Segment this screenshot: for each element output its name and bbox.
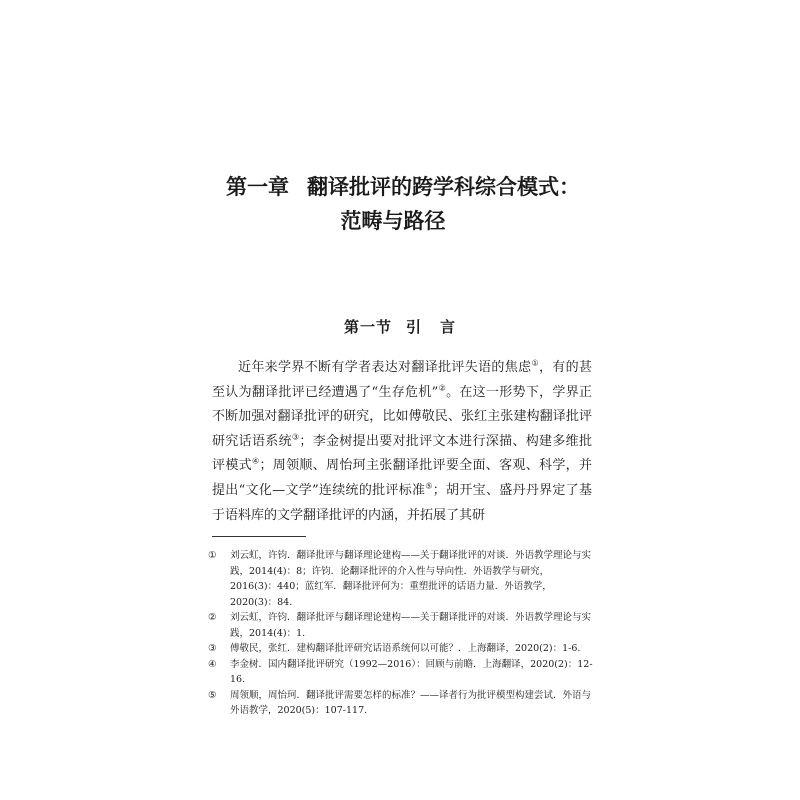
body-segment: ；李金树提出要对批评文本进行深描、构建多维批评模式 (212, 433, 592, 474)
body-segment: ；胡开宝、盛丹丹界定了基于语料库的文学翻译批评的内涵，并拓展了其研 (212, 482, 592, 523)
body-paragraph (212, 356, 592, 528)
footnote-item (208, 548, 594, 610)
body-text (212, 356, 592, 528)
chapter-title-line2: 范畴与路径 (340, 208, 446, 233)
footnote-mark: ④ (208, 658, 217, 670)
chapter-number: 第一章 (226, 174, 289, 199)
footnote-text: 刘云虹，许钧．翻译批评与翻译理论建构——关于翻译批评的对谈．外语教学理论与实践，2014(4)：8；许钧．论翻译批评的介入性与导向性．外语教学与研究，2016(3)：440；蓝红军．翻译批评何为：重塑批评的话语力量．外语教学，2020(3)：84. (230, 550, 592, 608)
footnote-mark: ③ (208, 643, 217, 654)
section-title (0, 316, 800, 337)
footnote-divider (212, 536, 306, 537)
footnote-text: 刘云虹，许钧．翻译批评与翻译理论建构——关于翻译批评的对谈．外语教学理论与实践，2014(4)：1. (230, 612, 592, 639)
footnote-ref-2[interactable]: ② (438, 383, 447, 393)
body-segment: 近年来学界不断有学者表达对翻译批评失语的焦虑 (238, 360, 532, 375)
footnote-ref-1[interactable]: ① (531, 358, 539, 368)
footnote-item (208, 688, 594, 719)
footnote-ref-5[interactable]: ⑤ (425, 481, 433, 491)
footnote-text: 李金树．国内翻译批评研究（1992—2016）：回顾与前瞻．上海翻译，2020(2)：12-16. (230, 658, 593, 685)
footnote-mark: ① (208, 550, 217, 561)
footnote-item (208, 610, 594, 641)
footnote-mark: ② (208, 612, 217, 623)
chapter-title-line1 (0, 170, 800, 204)
body-segment: 。在这一形势下，学界正不断加强对翻译批评的研究，比如傅敬民、张红主张建构翻译批评研究话语系统 (212, 384, 592, 449)
footnote-text: 傅敬民，张红．建构翻译批评研究话语系统何以可能？．上海翻译，2020(2)：1-6. (230, 643, 581, 654)
footnote-item (208, 641, 594, 657)
footnote-item (208, 657, 594, 688)
footnotes (208, 548, 594, 719)
footnote-ref-4[interactable]: ④ (251, 457, 260, 467)
body-segment: ；周领顺、周怡珂主张翻译批评要全面、客观、科学，并提出“文化—文学”连续统的批评标准 (212, 458, 592, 498)
section-title-char1: 引 (405, 318, 422, 336)
footnote-text: 周领顺，周怡珂．翻译批评需要怎样的标准？——译者行为批评模型构建尝试．外语与外语教学，2020(5)：107-117. (230, 689, 592, 716)
chapter-title-text: 翻译批评的跨学科综合模式： (307, 174, 580, 199)
chapter-title (0, 170, 800, 238)
section-title-char2: 言 (440, 318, 457, 336)
footnote-ref-3[interactable]: ③ (291, 432, 300, 442)
section-number: 第一节 (343, 318, 392, 336)
body-segment: ，有的甚至认为翻译批评已经遭遇了“生存危机” (212, 360, 592, 400)
footnote-mark: ⑤ (208, 689, 217, 701)
